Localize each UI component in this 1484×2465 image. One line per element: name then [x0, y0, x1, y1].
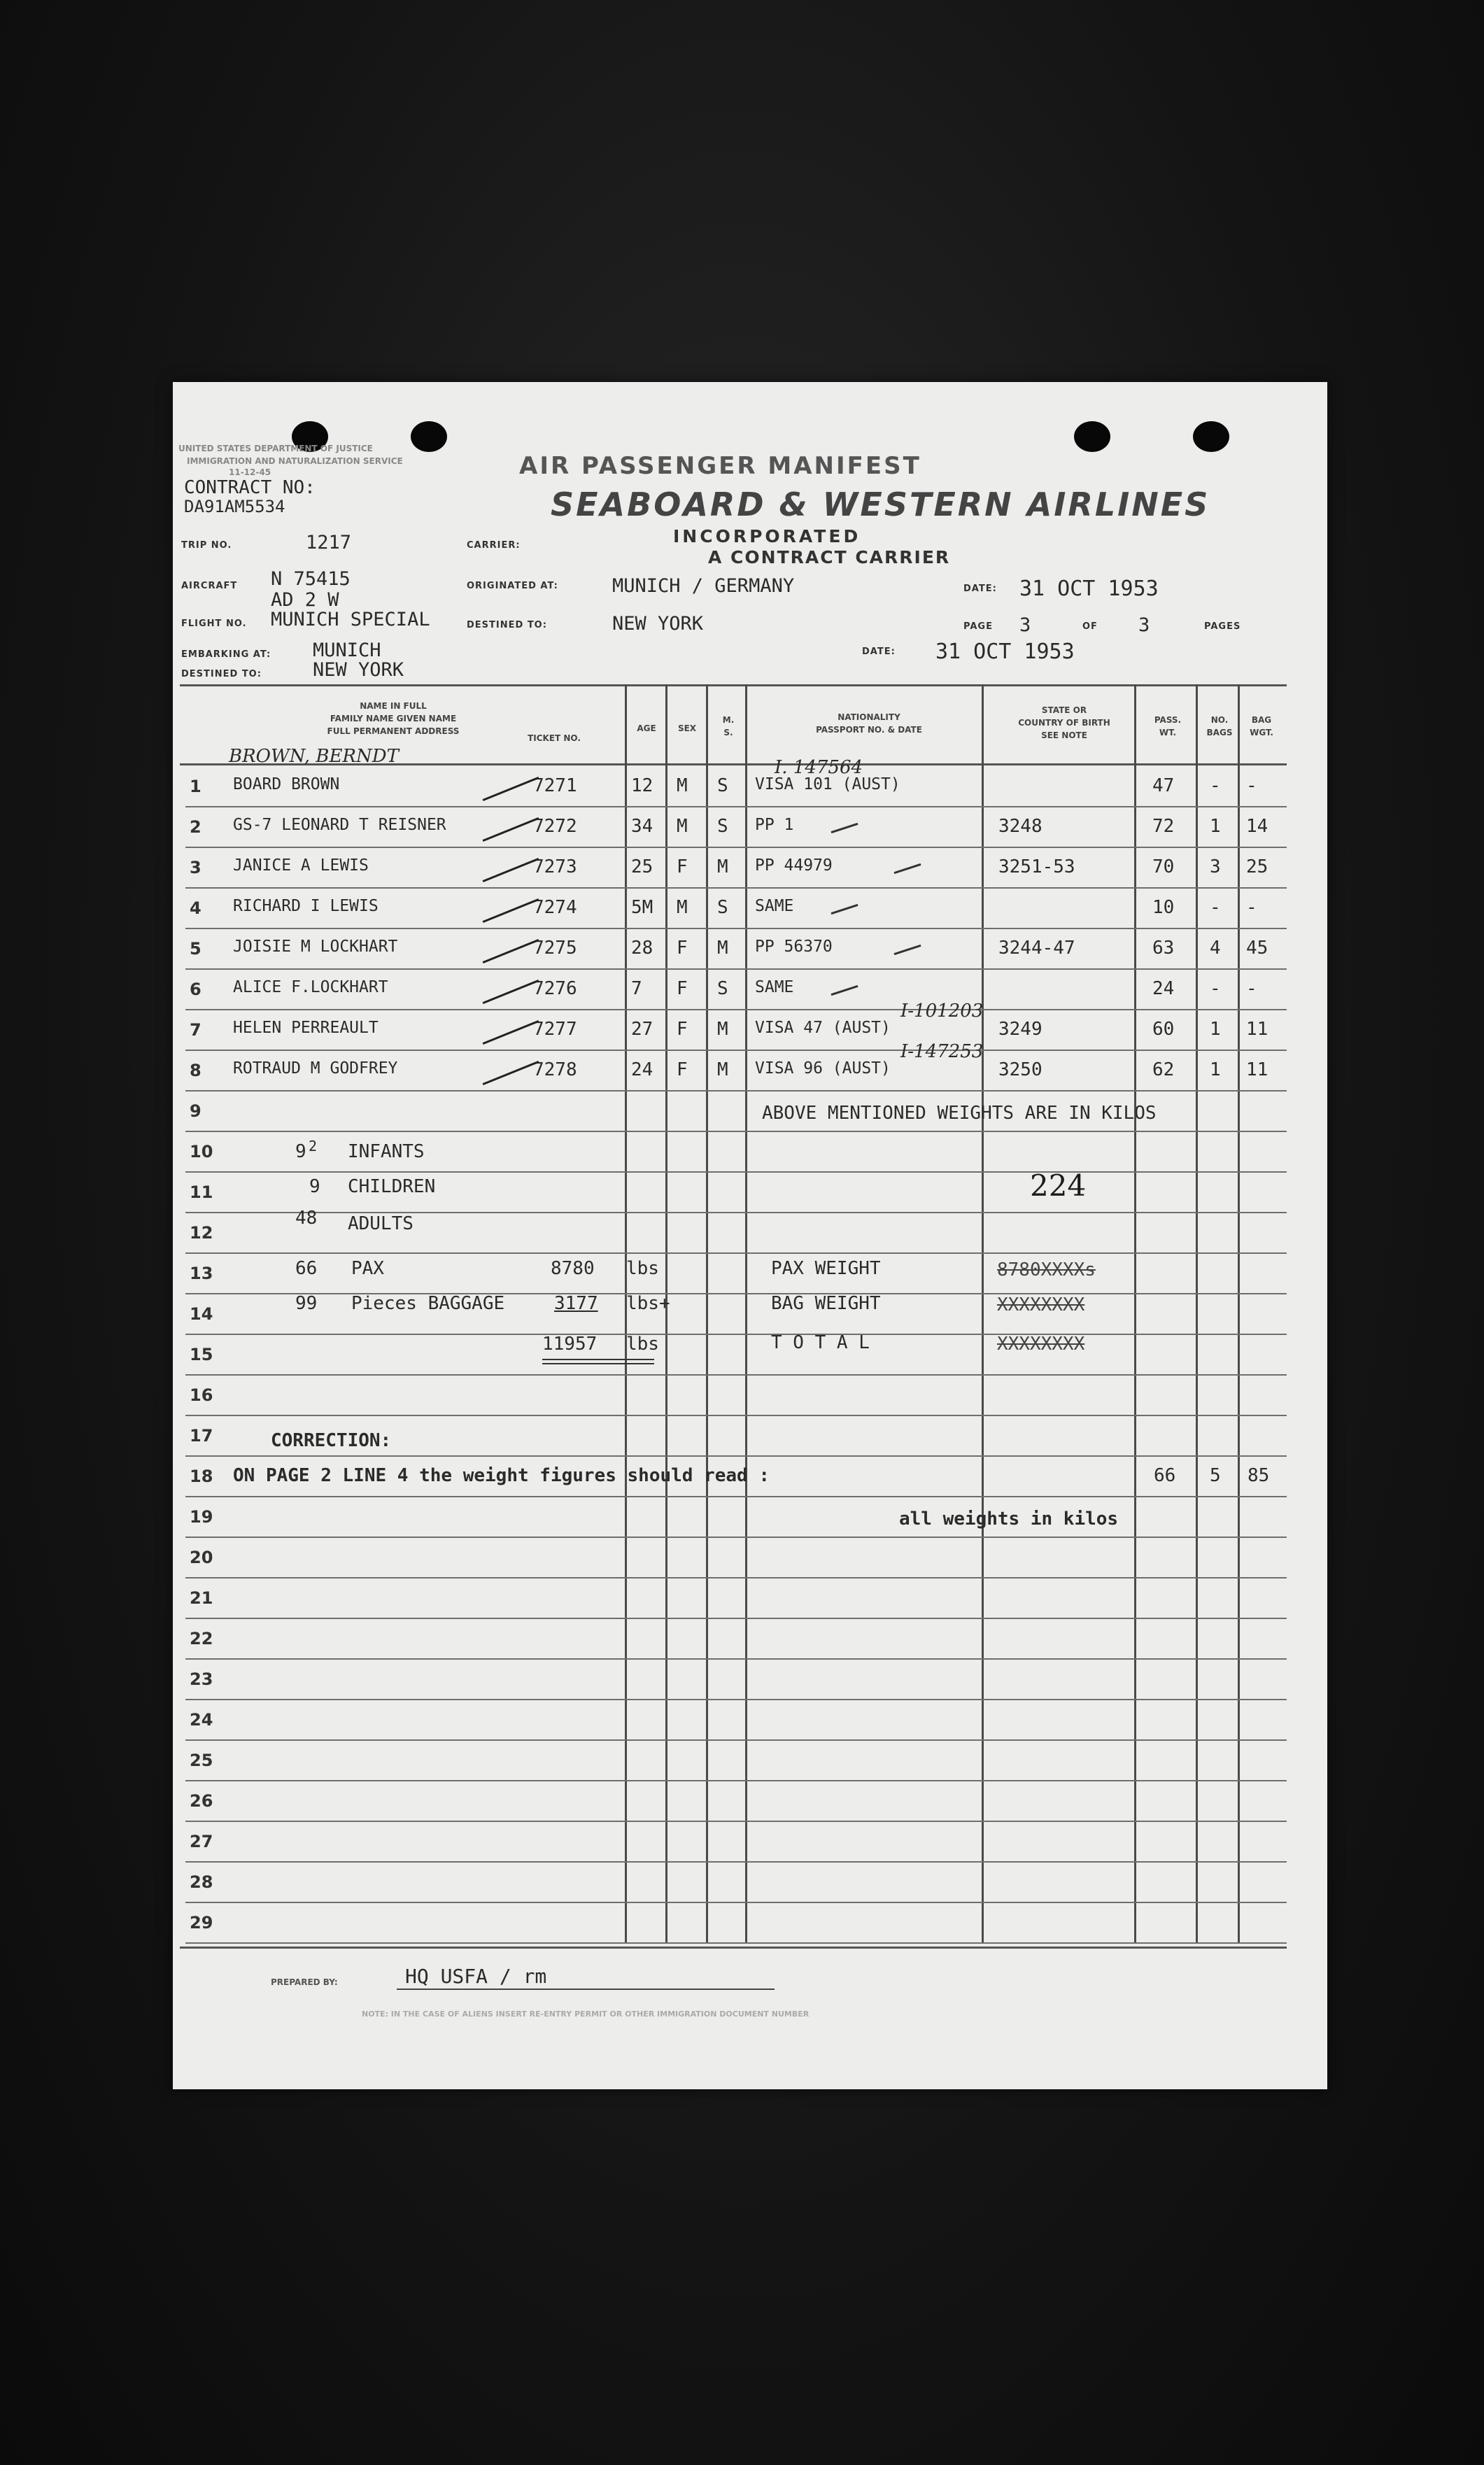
marital-status: S [717, 897, 728, 918]
row-rule [185, 1537, 1287, 1538]
ticket-number: 7274 [533, 897, 577, 918]
row-number: 25 [190, 1751, 213, 1770]
row-number: 11 [190, 1182, 213, 1202]
row-rule [185, 1739, 1287, 1741]
passport: SAME [755, 978, 794, 996]
row-rule [185, 1780, 1287, 1781]
sex: M [677, 775, 688, 796]
contract-carrier-label: A CONTRACT CARRIER [708, 547, 951, 567]
row-rule [185, 1577, 1287, 1578]
ticket-number: 7277 [533, 1019, 577, 1040]
sex: F [677, 1019, 688, 1040]
age: 5M [631, 897, 653, 918]
date-value: 31 OCT 1953 [1019, 577, 1159, 601]
number-of-bags: 4 [1210, 938, 1221, 959]
row-number: 18 [190, 1467, 213, 1486]
row-rule [185, 1658, 1287, 1660]
ticket-number: 7271 [533, 775, 577, 796]
table-top-rule [180, 684, 1287, 686]
row-number: 24 [190, 1710, 213, 1730]
pax-lbs-unit: lbs [626, 1258, 659, 1279]
embarking-value: MUNICH [313, 640, 381, 661]
pax-count: 66 [295, 1258, 318, 1279]
embarking-label: EMBARKING AT: [181, 649, 271, 660]
flight-label: FLIGHT NO. [181, 619, 247, 629]
airline-name: SEABOARD & WESTERN AIRLINES [551, 486, 1210, 523]
trip-value: 1217 [306, 532, 352, 553]
row-number: 17 [190, 1426, 213, 1446]
bag-weight-struck: XXXXXXXX [997, 1294, 1085, 1315]
date2-value: 31 OCT 1953 [935, 640, 1075, 664]
row-rule [185, 1374, 1287, 1376]
correction-pass-wt: 66 [1154, 1465, 1176, 1486]
originated-value: MUNICH / GERMANY [612, 575, 795, 597]
check-mark [831, 823, 858, 833]
age: 24 [631, 1059, 653, 1080]
sex: M [677, 816, 688, 837]
check-mark [894, 945, 921, 955]
row-number: 21 [190, 1588, 213, 1608]
passenger-weight: 24 [1152, 978, 1175, 999]
row-number: 27 [190, 1832, 213, 1851]
age: 7 [631, 978, 642, 999]
passenger-weight: 62 [1152, 1059, 1175, 1080]
total-underline [542, 1363, 654, 1364]
marital-status: M [717, 856, 728, 877]
row-rule [185, 1821, 1287, 1822]
pax-weight-struck: 8780XXXXs [997, 1259, 1096, 1280]
check-mark [483, 898, 539, 923]
row-number: 12 [190, 1223, 213, 1243]
manifest-title: AIR PASSENGER MANIFEST [519, 452, 921, 480]
column-header-state: STATE OR COUNTRY OF BIRTH SEE NOTE [1018, 705, 1110, 740]
adults-label: ADULTS [348, 1213, 414, 1234]
destined-to-label: DESTINED TO: [181, 669, 262, 679]
contract-label: CONTRACT NO: [184, 477, 316, 498]
bag-weight: - [1246, 897, 1257, 918]
bag-weight-label: BAG WEIGHT [771, 1293, 881, 1314]
aircraft-value2: AD 2 W [271, 589, 339, 611]
check-mark [831, 985, 858, 996]
row-number: 14 [190, 1304, 213, 1324]
column-header-nationality: NATIONALITY PASSPORT NO. & DATE [816, 712, 922, 735]
column-header-ms: M. S. [722, 715, 735, 737]
passenger-weight: 63 [1152, 938, 1175, 959]
correction-label: CORRECTION: [271, 1430, 392, 1451]
aircraft-label: AIRCRAFT [181, 581, 238, 591]
row-rule [185, 1131, 1287, 1132]
adults-count: 48 [295, 1208, 318, 1229]
row-rule [185, 1496, 1287, 1497]
passenger-name: ALICE F.LOCKHART [233, 978, 388, 996]
bag-weight: - [1246, 978, 1257, 999]
pieces-label: Pieces BAGGAGE [351, 1293, 505, 1314]
check-mark [483, 1061, 539, 1085]
check-mark [483, 980, 539, 1004]
sex: F [677, 1059, 688, 1080]
row-rule [185, 1902, 1287, 1903]
passenger-name: BOARD BROWN [233, 775, 340, 793]
passport: SAME [755, 897, 794, 915]
row-number: 29 [190, 1913, 213, 1933]
row-rule [185, 1090, 1287, 1092]
originated-label: ORIGINATED AT: [467, 581, 558, 591]
row-rule [185, 1861, 1287, 1863]
row-number: 8 [190, 1061, 202, 1080]
column-divider [706, 684, 708, 1944]
row-number: 10 [190, 1142, 213, 1161]
pax-label: PAX [351, 1258, 384, 1279]
column-header-bag-wgt: BAG WGT. [1250, 715, 1273, 737]
row-rule [185, 1942, 1287, 1944]
total-lbs-unit: lbs [626, 1334, 659, 1355]
passenger-name: HELEN PERREAULT [233, 1019, 379, 1037]
trip-label: TRIP NO. [181, 540, 232, 551]
total-struck: XXXXXXXX [997, 1334, 1085, 1355]
incorporated-label: INCORPORATED [673, 526, 861, 546]
row-number: 3 [190, 858, 202, 877]
row-number: 4 [190, 898, 202, 918]
pieces-count: 99 [295, 1293, 318, 1314]
row-rule [185, 1050, 1287, 1051]
number-of-bags: 3 [1210, 856, 1221, 877]
flight-value: MUNICH SPECIAL [271, 609, 430, 630]
column-divider [1196, 684, 1198, 1944]
correction-text: ON PAGE 2 LINE 4 the weight figures should read : [233, 1465, 770, 1486]
row-rule [185, 1699, 1287, 1700]
passport: PP 44979 [755, 856, 833, 875]
footer-note: NOTE: IN THE CASE OF ALIENS INSERT RE-ENTRY PERMIT OR OTHER IMMIGRATION DOCUMENT NUMBER [362, 2010, 810, 2019]
punch-hole [411, 421, 447, 452]
passport: VISA 96 (AUST) [755, 1059, 891, 1078]
marital-status: S [717, 978, 728, 999]
row-rule [185, 806, 1287, 807]
passenger-weight: 60 [1152, 1019, 1175, 1040]
date-label: DATE: [963, 584, 997, 594]
ticket-number: 7272 [533, 816, 577, 837]
check-mark [831, 904, 858, 914]
column-header-sex: SEX [677, 723, 697, 733]
correction-bag-wgt: 85 [1248, 1465, 1270, 1486]
bag-weight: 11 [1246, 1019, 1269, 1040]
row-rule [185, 1252, 1287, 1254]
row-number: 13 [190, 1264, 213, 1283]
sex: F [677, 978, 688, 999]
pax-lbs: 8780 [551, 1258, 595, 1279]
weights-note: ABOVE MENTIONED WEIGHTS ARE IN KILOS [762, 1103, 1157, 1124]
check-mark [483, 858, 539, 882]
prepared-label: PREPARED BY: [271, 1977, 338, 1987]
handwritten-passport: I-101203 [900, 1001, 984, 1022]
row-rule [185, 1009, 1287, 1010]
number-of-bags: - [1210, 978, 1221, 999]
row-number: 6 [190, 980, 202, 999]
number-of-bags: 1 [1210, 1059, 1221, 1080]
state-of-birth: 3249 [998, 1019, 1043, 1040]
age: 34 [631, 816, 653, 837]
passenger-name: JANICE A LEWIS [233, 856, 369, 875]
number-of-bags: 1 [1210, 1019, 1221, 1040]
state-of-birth: 3251-53 [998, 856, 1075, 877]
row-rule [185, 1455, 1287, 1457]
marital-status: M [717, 1019, 728, 1040]
column-header-no-bags: NO. BAGS [1206, 715, 1233, 737]
sex: F [677, 856, 688, 877]
age: 12 [631, 775, 653, 796]
passport: PP 56370 [755, 938, 833, 956]
prepared-underline [397, 1989, 775, 1990]
infants-count: 9 [295, 1141, 306, 1162]
row-rule [185, 1171, 1287, 1173]
column-divider [982, 684, 984, 1944]
row-rule [185, 847, 1287, 848]
state-of-birth: 3244-47 [998, 938, 1075, 959]
row-number: 7 [190, 1020, 202, 1040]
row-number: 19 [190, 1507, 213, 1527]
number-of-bags: - [1210, 775, 1221, 796]
carrier-label: CARRIER: [467, 540, 521, 551]
age: 25 [631, 856, 653, 877]
row-number: 16 [190, 1385, 213, 1405]
total-kilos: 224 [1030, 1168, 1087, 1203]
age: 27 [631, 1019, 653, 1040]
destined-value: NEW YORK [612, 613, 704, 635]
passport: PP 1 [755, 816, 794, 834]
ticket-number: 7275 [533, 938, 577, 959]
stamp-line1: UNITED STATES DEPARTMENT OF JUSTICE [178, 444, 373, 453]
handwritten-name: BROWN, BERNDT [229, 746, 399, 767]
row-number: 28 [190, 1872, 213, 1892]
passenger-weight: 72 [1152, 816, 1175, 837]
row-number: 22 [190, 1629, 213, 1648]
column-divider [1238, 684, 1240, 1944]
check-mark [483, 817, 539, 842]
aircraft-value: N 75415 [271, 568, 351, 590]
column-header-name: NAME IN FULL FAMILY NAME GIVEN NAME FULL PERMANENT ADDRESS [327, 701, 460, 736]
column-header-pass-wt: PASS. WT. [1154, 715, 1182, 737]
children-label: CHILDREN [348, 1176, 436, 1197]
check-mark [483, 777, 539, 801]
infants-label: INFANTS [348, 1141, 425, 1162]
bag-lbs: 3177 [554, 1293, 598, 1314]
marital-status: S [717, 775, 728, 796]
row-number: 9 [190, 1101, 202, 1121]
bag-weight: 45 [1246, 938, 1269, 959]
state-of-birth: 3248 [998, 816, 1043, 837]
infants-count-over: 2 [309, 1138, 318, 1154]
destined-label: DESTINED TO: [467, 620, 547, 630]
date2-label: DATE: [862, 647, 896, 657]
handwritten-passport: I. 147564 [775, 757, 863, 778]
number-of-bags: 1 [1210, 816, 1221, 837]
manifest-sheet [173, 382, 1327, 2089]
passenger-weight: 70 [1152, 856, 1175, 877]
passport: VISA 47 (AUST) [755, 1019, 891, 1037]
bag-lbs-unit: lbs+ [626, 1293, 670, 1314]
passenger-name: ROTRAUD M GODFREY [233, 1059, 398, 1078]
check-mark [894, 863, 921, 874]
pages-label: PAGES [1204, 621, 1241, 632]
total-lbs: 11957 [542, 1334, 598, 1355]
handwritten-passport: I-147253 [900, 1041, 984, 1062]
check-mark [483, 939, 539, 963]
column-header-ticket: TICKET NO. [528, 733, 581, 743]
prepared-value: HQ USFA / rm [405, 1965, 547, 1988]
row-number: 1 [190, 777, 202, 796]
page-label: PAGE [963, 621, 993, 632]
row-rule [185, 928, 1287, 929]
all-weights-note: all weights in kilos [899, 1509, 1119, 1530]
column-divider [665, 684, 667, 1944]
row-number: 2 [190, 817, 202, 837]
total-label: T O T A L [771, 1332, 870, 1353]
punch-hole [1193, 421, 1229, 452]
row-rule [185, 1618, 1287, 1619]
passenger-name: JOISIE M LOCKHART [233, 938, 398, 956]
children-count: 9 [309, 1176, 320, 1197]
bag-weight: 11 [1246, 1059, 1269, 1080]
row-rule [185, 968, 1287, 970]
stamp-line2: IMMIGRATION AND NATURALIZATION SERVICE [187, 456, 403, 466]
row-number: 15 [190, 1345, 213, 1364]
bag-weight: 25 [1246, 856, 1269, 877]
column-header-age: AGE [637, 723, 656, 733]
sex: M [677, 897, 688, 918]
passport: VISA 101 (AUST) [755, 775, 900, 793]
sex: F [677, 938, 688, 959]
contract-number: DA91AM5534 [184, 497, 285, 516]
number-of-bags: - [1210, 897, 1221, 918]
row-number: 5 [190, 939, 202, 959]
table-bottom-rule [180, 1947, 1287, 1949]
marital-status: M [717, 1059, 728, 1080]
total-underline [542, 1359, 654, 1360]
passenger-weight: 10 [1152, 897, 1175, 918]
correction-bags: 5 [1210, 1465, 1221, 1486]
ticket-number: 7278 [533, 1059, 577, 1080]
row-rule [185, 887, 1287, 889]
of-label: OF [1082, 621, 1098, 632]
state-of-birth: 3250 [998, 1059, 1043, 1080]
pax-weight-label: PAX WEIGHT [771, 1258, 881, 1279]
passenger-name: RICHARD I LEWIS [233, 897, 379, 915]
stamp-line3: 11-12-45 [229, 467, 271, 477]
column-divider [1134, 684, 1136, 1944]
bag-weight: 14 [1246, 816, 1269, 837]
passenger-name: GS-7 LEONARD T REISNER [233, 816, 446, 834]
ticket-number: 7273 [533, 856, 577, 877]
marital-status: M [717, 938, 728, 959]
age: 28 [631, 938, 653, 959]
check-mark [483, 1020, 539, 1045]
passenger-weight: 47 [1152, 775, 1175, 796]
marital-status: S [717, 816, 728, 837]
punch-hole [1074, 421, 1110, 452]
row-rule [185, 1415, 1287, 1416]
row-rule [185, 1334, 1287, 1335]
bag-weight: - [1246, 775, 1257, 796]
of-value: 3 [1138, 614, 1150, 636]
column-divider [625, 684, 627, 1944]
destined-to-value: NEW YORK [313, 659, 404, 681]
ticket-number: 7276 [533, 978, 577, 999]
row-number: 26 [190, 1791, 213, 1811]
row-number: 23 [190, 1669, 213, 1689]
column-divider [745, 684, 747, 1944]
row-number: 20 [190, 1548, 213, 1567]
page-value: 3 [1019, 614, 1031, 636]
